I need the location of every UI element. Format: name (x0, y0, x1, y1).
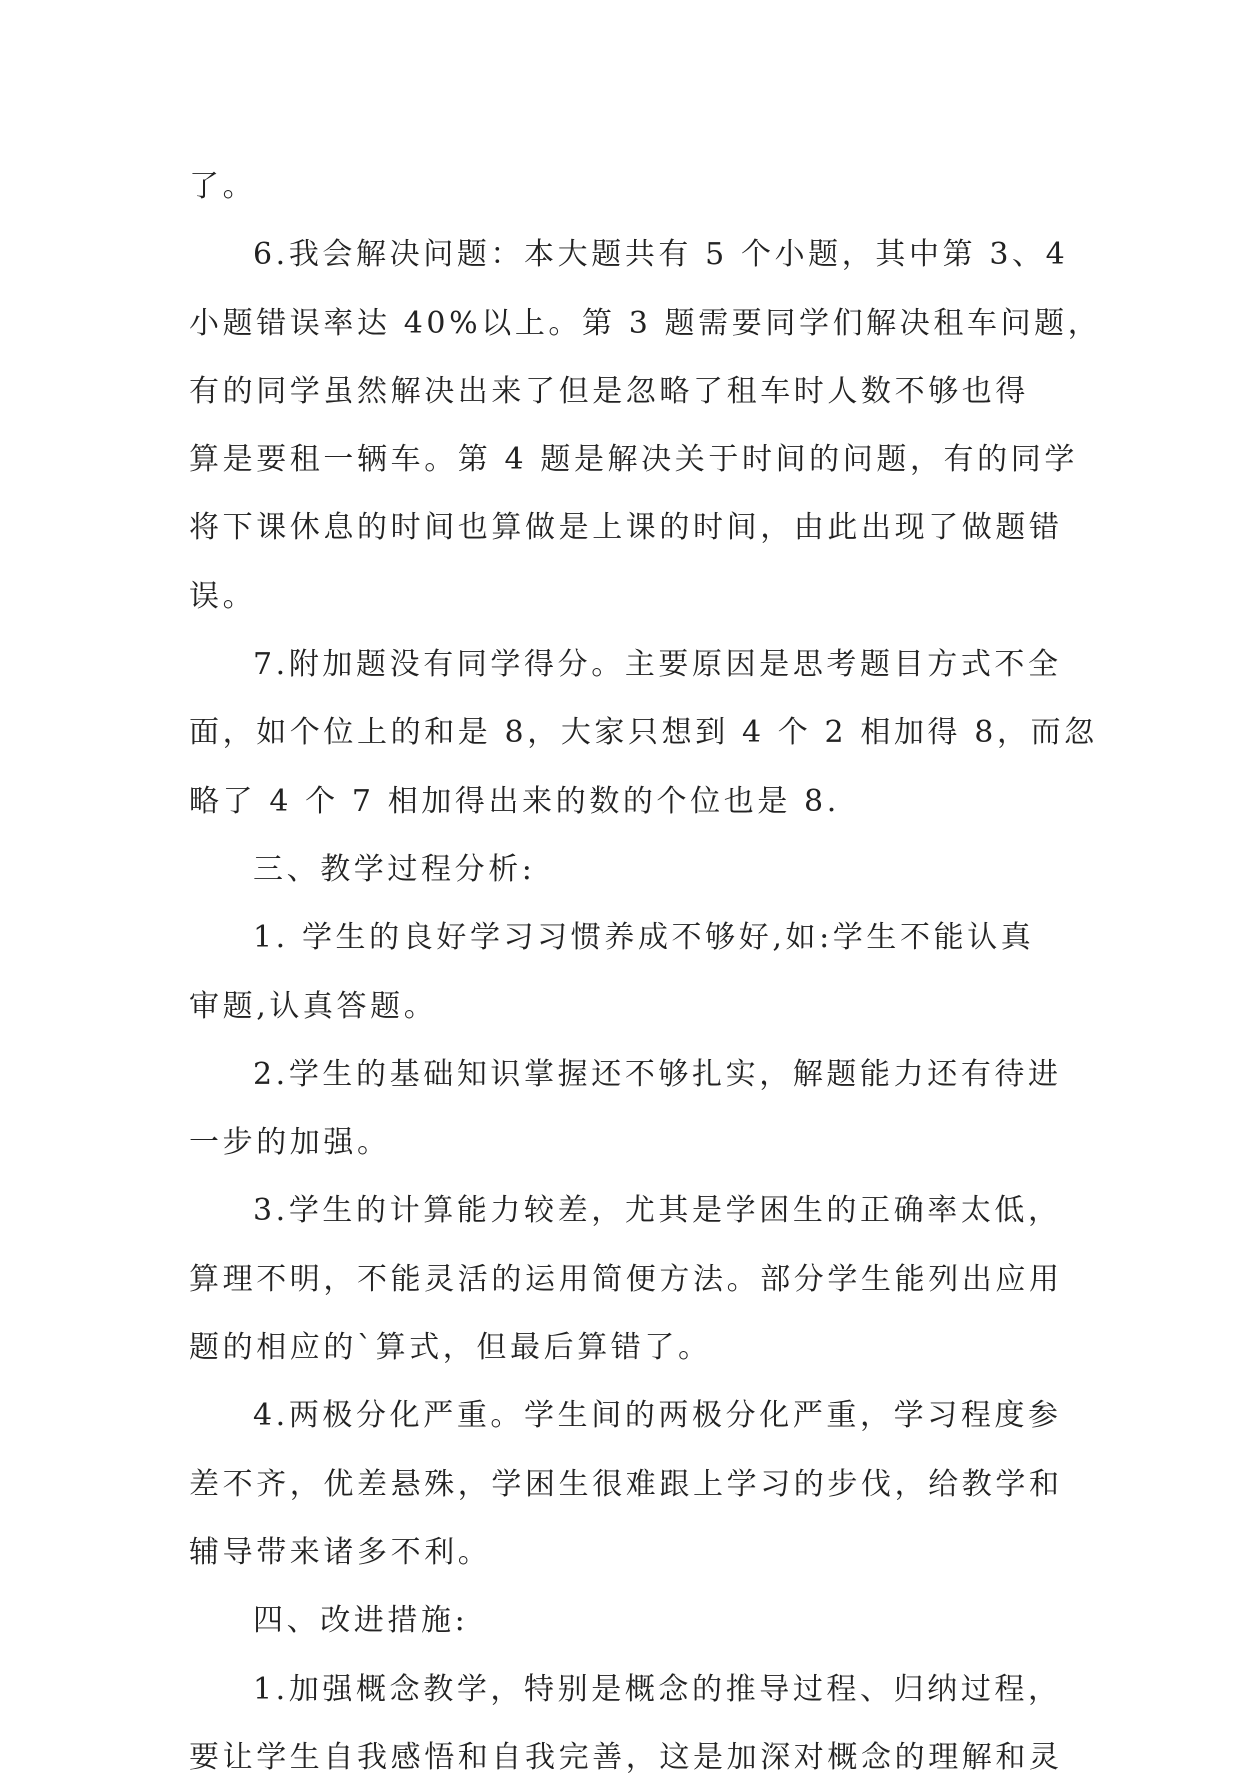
text-line: 算是要租一辆车。第 4 题是解决关于时间的问题，有的同学 (189, 442, 1078, 478)
text-line: 有的同学虽然解决出来了但是忽略了租车时人数不够也得 (189, 373, 1029, 409)
text-line: 小题错误率达 40%以上。第 3 题需要同学们解决租车问题， (189, 305, 1102, 341)
text-line: 差不齐，优差悬殊，学困生很难跟上学习的步伐，给教学和 (189, 1466, 1063, 1502)
text-line: 2.学生的基础知识掌握还不够扎实，解题能力还有待进 (253, 1056, 1062, 1092)
text-line: 略了 4 个 7 相加得出来的数的个位也是 8. (189, 783, 840, 819)
text-line: 一步的加强。 (189, 1125, 391, 1161)
text-line: 4.两极分化严重。学生间的两极分化严重，学习程度参 (253, 1398, 1062, 1434)
text-line: 1. 学生的良好学习习惯养成不够好,如:学生不能认真 (253, 920, 1035, 956)
text-line: 1.加强概念教学，特别是概念的推导过程、归纳过程， (253, 1671, 1062, 1707)
text-line: 6.我会解决问题：本大题共有 5 个小题，其中第 3、4 (253, 237, 1069, 273)
text-line: 误。 (189, 578, 257, 614)
text-line: 四、改进措施: (253, 1603, 469, 1639)
text-line: 三、教学过程分析: (253, 851, 536, 887)
text-line: 要让学生自我感悟和自我完善，这是加深对概念的理解和灵 (189, 1739, 1063, 1775)
text-line: 辅导带来诸多不利。 (189, 1534, 492, 1570)
document-body (189, 153, 1102, 1792)
text-line: 7.附加题没有同学得分。主要原因是思考题目方式不全 (253, 647, 1062, 683)
text-line: 题的相应的`算式，但最后算错了。 (189, 1330, 712, 1366)
text-line: 算理不明，不能灵活的运用简便方法。部分学生能列出应用 (189, 1261, 1063, 1297)
text-line: 了。 (189, 169, 257, 204)
text-line: 将下课休息的时间也算做是上课的时间，由此出现了做题错 (189, 510, 1063, 546)
text-line: 审题,认真答题。 (189, 988, 438, 1024)
text-line: 3.学生的计算能力较差，尤其是学困生的正确率太低， (253, 1193, 1062, 1229)
text-line: 面，如个位上的和是 8，大家只想到 4 个 2 相加得 8，而忽 (189, 715, 1098, 751)
